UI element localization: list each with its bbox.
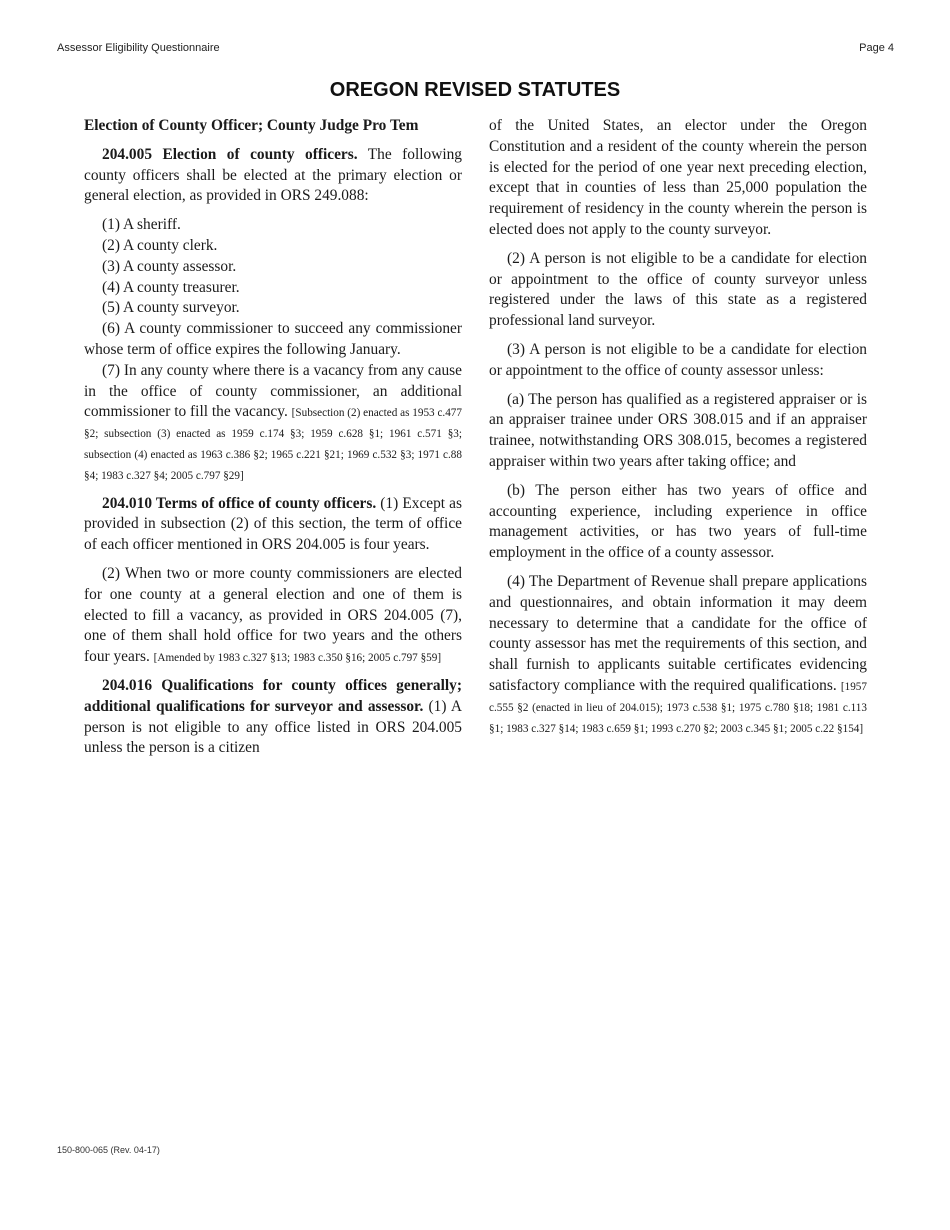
list-item: (3) A county assessor. — [102, 257, 237, 275]
statute-204-016-p3b: (b) The person either has two years of office and accounting experience, including experience in office management activities, or has two years of full-time employment in the office of a county assessor. — [489, 481, 867, 562]
statute-204-016-p3a: (a) The person has qualified as a registered appraiser or is an appraiser trainee under ORS 308.015 and if an appraiser trainee, notwithstanding ORS 308.015, becomes a registered appraiser within two years after taking office; and — [489, 390, 867, 470]
statute-204-010-text: (1) Except as provided in subsection (2) of this section, the term of office of each officer mentioned in ORS 204.005 is four years. — [84, 494, 462, 554]
statute-204-016-p4-text: (4) The Department of Revenue shall prepare applications and questionnaires, and obtain information it may deem necessary to determine that a candidate for the office of county assessor has met the requirements of this section, and shall furnish to applicants suitable certificates evidencing satisfactory compliance with the required qualifications. — [489, 572, 867, 694]
statute-204-016-p2: (2) A person is not eligible to be a candidate for election or appointment to the office of county surveyor unless registered under the laws of this state as a registered professional land surveyor. — [489, 249, 867, 330]
right-column — [489, 116, 867, 738]
statute-204-010-p1 — [84, 494, 462, 556]
document-title: Assessor Eligibility Questionnaire — [57, 42, 220, 54]
statute-204-016-title: 204.016 Qualifications for county offices generally; additional qualifications for surveyor and assessor. — [84, 676, 462, 715]
statute-204-005-intro — [84, 145, 462, 207]
statute-204-016-text: (1) A person is not eligible to any office listed in ORS 204.005 unless the person is a citizen — [84, 697, 462, 757]
page-number: Page 4 — [859, 42, 894, 54]
list-item: (5) A county surveyor. — [102, 299, 240, 317]
list-item: (4) A county treasurer. — [102, 278, 240, 296]
left-column — [84, 116, 462, 759]
statute-204-005-text: The following county officers shall be elected at the primary election or general election, as provided in ORS 249.088: — [84, 145, 463, 205]
history-note: [Subsection (2) enacted as 1953 c.477 §2; subsection (3) enacted as 1959 c.174 §3; 1959 c.628 §1; 1961 c.571 §3; subsection (4) enacted as 1963 c.386 §2; 1965 c.221 §21; 1969 c.532 §3; 1971 c.88 §4; 1983 c.327 §4; 2005 c.797 §29] — [84, 407, 462, 482]
statute-204-010-p2-text: (2) When two or more county commissioners are elected for one county at a general election and one of them is elected to fill a vacancy, as provided in ORS 204.005 (7), one of them shall hold office for two years and the others four years. — [84, 564, 462, 666]
list-item: (6) A county commissioner to succeed any commissioner whose term of office expires the following January. — [84, 320, 462, 358]
statute-204-005-title: 204.005 Election of county officers. — [102, 145, 358, 163]
section-heading: Election of County Officer; County Judge Pro Tem — [84, 117, 419, 134]
statute-204-010-p2 — [84, 564, 462, 668]
statute-204-016-p1 — [84, 676, 462, 759]
list-item-text: (7) In any county where there is a vacancy from any cause in the office of county commissioner, an additional commissioner to fill the vacancy. — [84, 361, 462, 421]
history-note: [1957 c.555 §2 (enacted in lieu of 204.015); 1973 c.538 §1; 1975 c.780 §18; 1981 c.113 §1; 1983 c.327 §14; 1983 c.659 §1; 1993 c.270 §2; 2003 c.345 §1; 2005 c.22 §154] — [489, 680, 867, 735]
statute-204-016-p4 — [489, 572, 867, 738]
statute-204-010-title: 204.010 Terms of office of county officers. — [102, 494, 377, 512]
officer-list — [84, 215, 462, 485]
history-note: [Amended by 1983 c.327 §13; 1983 c.350 §16; 2005 c.797 §59] — [153, 652, 442, 665]
list-item: (1) A sheriff. — [102, 216, 181, 234]
form-number: 150-800-065 (Rev. 04-17) — [57, 1145, 160, 1155]
page-title: OREGON REVISED STATUTES — [329, 79, 621, 101]
statute-204-016-p1-continued: of the United States, an elector under the Oregon Constitution and a resident of the county wherein the person is elected for the period of one year next preceding election, except that in counties of less than 25,000 population the requirement of residency in the county wherein the person is elected does not apply to the county surveyor. — [489, 117, 867, 238]
list-item — [84, 361, 462, 486]
statute-204-016-p3: (3) A person is not eligible to be a candidate for election or appointment to the office of county assessor unless: — [489, 340, 867, 379]
list-item: (2) A county clerk. — [102, 236, 218, 254]
